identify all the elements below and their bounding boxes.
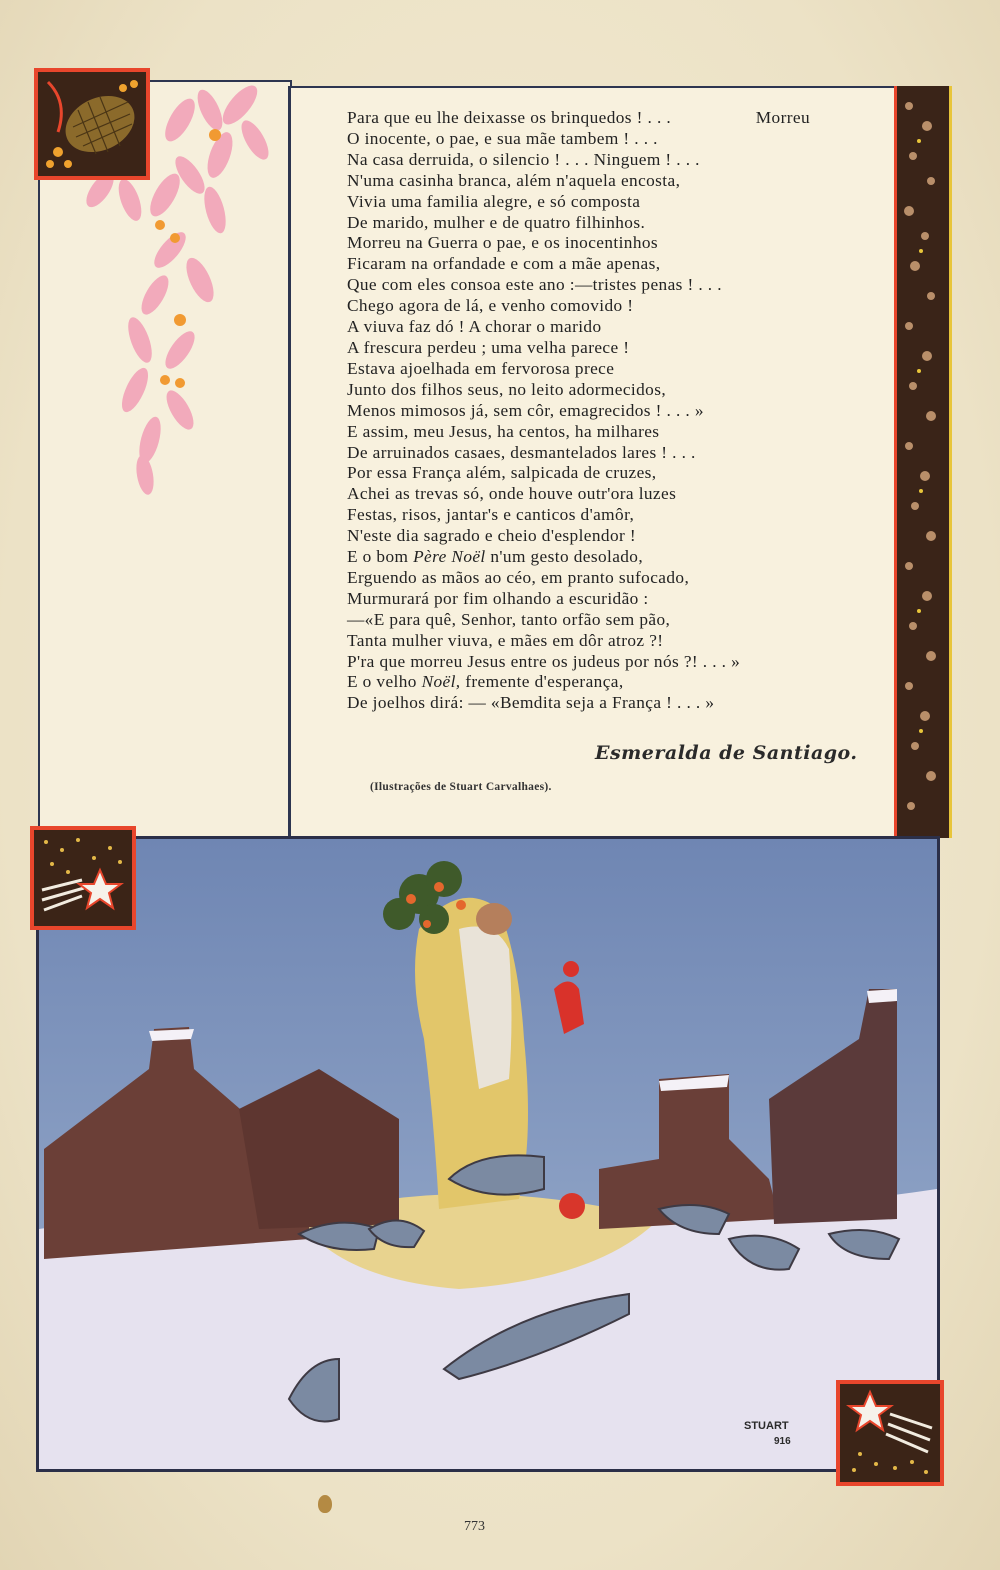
poem-line: Estava ajoelhada em fervorosa prece (347, 358, 615, 378)
artist-signature-year: 916 (774, 1436, 791, 1447)
poem-line-text: Morreu (755, 108, 810, 127)
poem-line: Achei as trevas só, onde houve outr'ora luzes (347, 484, 677, 504)
poem-line: A frescura perdeu ; uma velha parece ! (347, 337, 630, 357)
poem-line: A viuva faz dó ! A chorar o marido (347, 317, 602, 337)
shooting-star-ornament-bottom-right (836, 1380, 944, 1486)
poem-line: Murmurará por fim olhando a escuridão : (347, 588, 649, 608)
poem-line: De arruinados casaes, desmantelados lares ! . . . (347, 442, 696, 462)
poem-line: N'este dia sagrado e cheio d'esplendor ! (347, 526, 637, 546)
poem-line: Erguendo as mãos ao céo, em pranto sufocado, (347, 567, 690, 587)
shooting-star-icon (840, 1384, 940, 1482)
artist-signature-name: STUART (744, 1420, 789, 1432)
poem-line: Vivia uma familia alegre, e só composta (347, 191, 641, 211)
ink-blot (318, 1495, 332, 1513)
poem-line: Por essa França além, salpicada de cruzes, (347, 463, 657, 483)
poem-line (347, 547, 827, 568)
poem-line (347, 672, 827, 693)
poem-text (347, 108, 827, 714)
poem-line: —«E para quê, Senhor, tanto orfão sem pão, (347, 609, 671, 629)
poem-line: Tanta mulher viuva, e mães em dôr atroz ?! (347, 630, 664, 650)
illustration-credits: (Ilustrações de Stuart Carvalhaes). (370, 781, 552, 793)
ruined-village-scene-icon (39, 839, 937, 1469)
poem-line: O inocente, o pae, e sua mãe tambem ! . . . (347, 128, 658, 148)
poem-line (347, 108, 810, 129)
page-number: 773 (464, 1519, 485, 1534)
poem-line: Morreu na Guerra o pae, e os inocentinhos (347, 233, 659, 253)
dotted-strip-pattern-icon (897, 86, 943, 838)
poem-line: Ficaram na orfandade e com a mãe apenas, (347, 254, 661, 274)
poem-line: Festas, risos, jantar's e canticos d'amôr, (347, 505, 635, 525)
poem-line-text: E o bom (347, 547, 414, 567)
poem-line-text: fremente d'esperança, (460, 672, 624, 692)
poem-line: P'ra que morreu Jesus entre os judeus por nós ?! . . . » (347, 651, 741, 671)
poem-line: Chego agora de lá, e venho comovido ! (347, 296, 634, 316)
poem-line-text: Para que eu lhe deixasse os brinquedos ! . . . (347, 108, 672, 127)
poem-italic-name: Père Noël (413, 547, 486, 567)
poem-line: Menos mimosos já, sem côr, emagrecidos ! . . . » (347, 400, 704, 420)
poem-line: Na casa derruida, o silencio ! . . . Ninguem ! . . . (347, 149, 700, 169)
poem-line: De joelhos dirá: — «Bemdita seja a França ! . . . » (347, 693, 715, 713)
author-signature: Esmeralda de Santiago. (595, 742, 858, 764)
shooting-star-ornament-top-left (30, 826, 136, 930)
shooting-star-icon (34, 830, 132, 926)
poem-line: Que com eles consoa este ano :—tristes penas ! . . . (347, 275, 722, 295)
poem-italic-name: Noël, (421, 672, 461, 692)
illustration-pere-noel-ruins (36, 836, 940, 1472)
poem-line-text: n'um gesto desolado, (485, 547, 644, 567)
pine-cone-icon (38, 72, 146, 176)
poem-line: Junto dos filhos seus, no leito adormecidos, (347, 379, 667, 399)
poem-line: De marido, mulher e de quatro filhinhos. (347, 212, 646, 232)
left-decorative-panel (38, 80, 292, 838)
poem-line: N'uma casinha branca, além n'aquela encosta, (347, 170, 681, 190)
right-decorative-strip (894, 86, 952, 838)
poem-line: E assim, meu Jesus, ha centos, ha milhares (347, 421, 660, 441)
pine-cone-ornament (34, 68, 150, 180)
poem-line-text: E o velho (347, 672, 422, 692)
